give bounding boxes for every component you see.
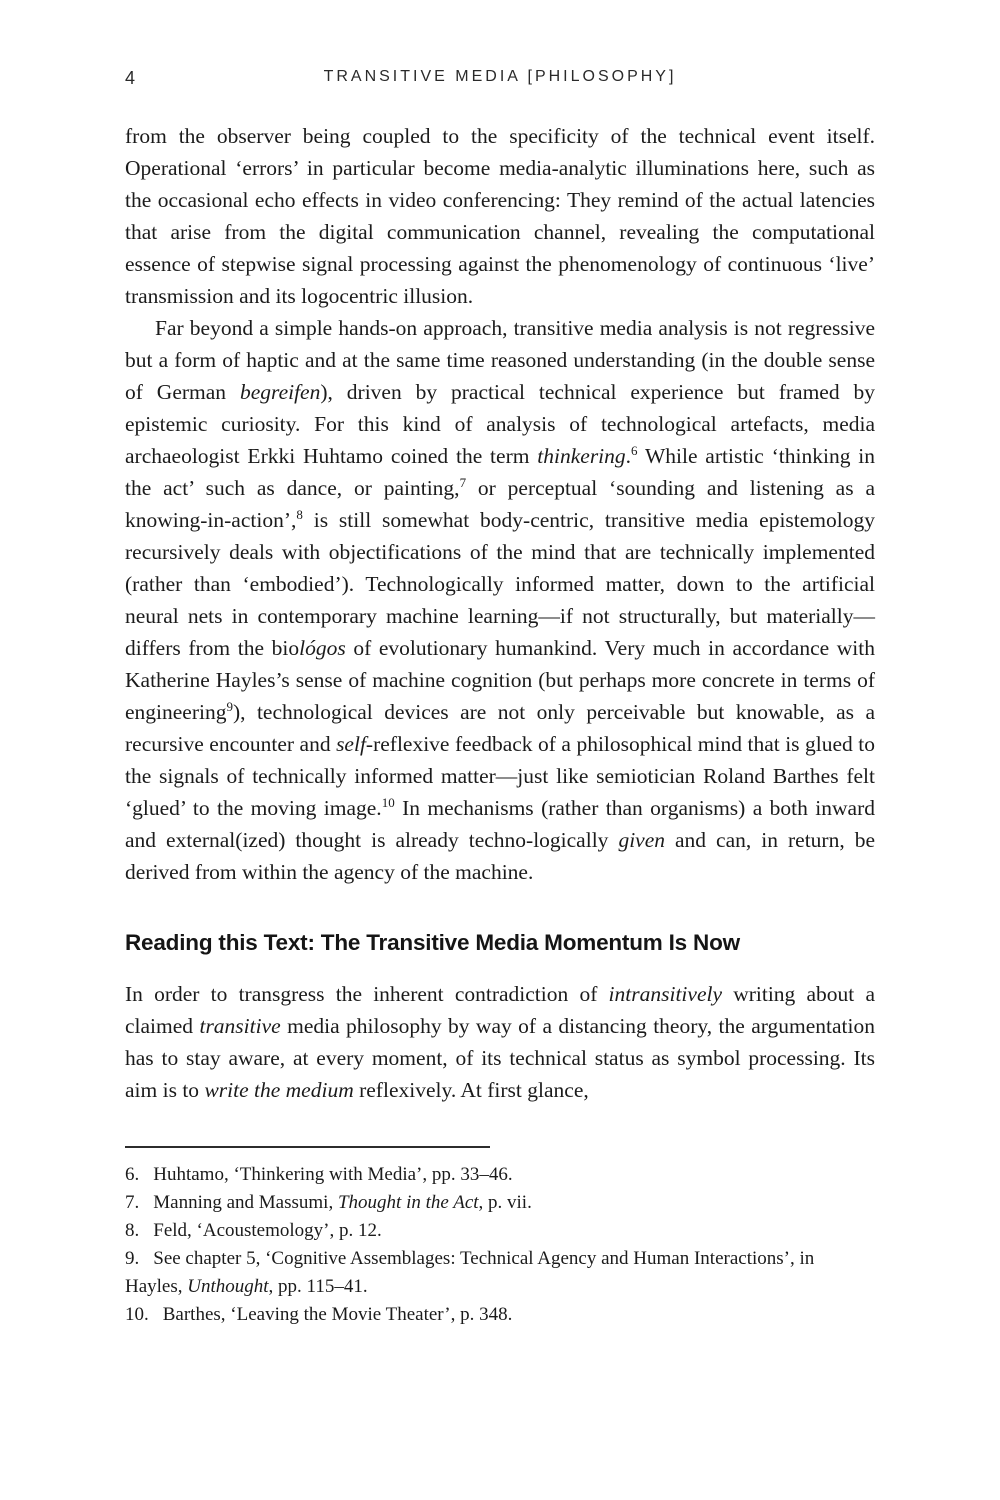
footnote-text: Manning and Massumi, Thought in the Act, p. vii.: [153, 1192, 532, 1213]
footnote-text: Barthes, ‘Leaving the Movie Theater’, p. 348.: [162, 1304, 513, 1325]
footnote-9: [125, 1245, 875, 1301]
footnote-number: 10.: [125, 1304, 149, 1325]
footnote-number: 8.: [125, 1220, 140, 1241]
footnote-number: 6.: [125, 1164, 140, 1185]
footnote-10: [125, 1301, 875, 1329]
running-head: TRANSITIVE MEDIA [PHILOSOPHY]: [323, 68, 677, 85]
footnote-text: Huhtamo, ‘Thinkering with Media’, pp. 33–46.: [153, 1164, 513, 1185]
footnote-number: 7.: [125, 1192, 140, 1213]
section-heading: Reading this Text: The Transitive Media Momentum Is Now: [125, 930, 740, 955]
body-paragraph-1: from the observer being coupled to the specificity of the technical event itself. Operational ‘errors’ in particular become media-analytic illuminations here, such as the occasional echo effects in video conferencing: They remind of the actual latencies that arise from the digital communication channel, revealing the computational essence of stepwise signal processing against the phenomenology of continuous ‘live’ transmission and its logocentric illusion.: [125, 124, 875, 308]
page-header: [125, 66, 875, 92]
footnotes: [125, 1146, 875, 1329]
body-paragraph-2: Far beyond a simple hands-on approach, transitive media analysis is not regressive but a form of haptic and at the same time reasoned understanding (in the double sense of German begreifen), driven by practical technical experience but framed by epistemic curiosity. For this kind of analysis of technological artefacts, media archaeologist Erkki Huhtamo coined the term thinkering.$^6$ While artistic ‘thinking in the act’ such as dance, or painting,$^7$ or perceptual ‘sounding and listening as a knowing-in-action’,$^8$ is still somewhat body-centric, transitive media epistemology recursively deals with objectifications of the mind that are technically implemented (rather than ‘embodied’). Technologically informed matter, down to the artificial neural nets in contemporary machine learning—if not structurally, but materially—differs from the biológos of evolutionary humankind. Very much in accordance with Katherine Hayles’s sense of machine cognition (but perhaps more concrete in terms of engineering$^9$), technological devices are not only perceivable but knowable, as a recursive encounter and self-reflexive feedback of a philosophical mind that is glued to the signals of technically informed matter—just like semiotician Roland Barthes felt ‘glued’ to the moving image.$^{10}$ In mechanisms (rather than organisms) a both inward and external(ized) thought is already techno-logically given and can, in return, be derived from within the agency of the machine.: [125, 316, 876, 884]
footnote-8: [125, 1217, 875, 1245]
page-number: 4: [125, 68, 137, 88]
footnote-6: [125, 1161, 875, 1189]
body-paragraph-3: In order to transgress the inherent contradiction of intransitively writing about a claimed transitive media philosophy by way of a distancing theory, the argumentation has to stay aware, at every moment, of its technical status as symbol processing. Its aim is to write the medium reflexively. At first glance,: [125, 982, 875, 1102]
footnote-7: [125, 1189, 875, 1217]
footnote-rule: [125, 1146, 490, 1148]
footnote-number: 9.: [125, 1248, 140, 1269]
page-body: [125, 120, 875, 1106]
footnote-text: See chapter 5, ‘Cognitive Assemblages: Technical Agency and Human Interactions’, in Hayles, Unthought, pp. 115–41.: [125, 1248, 815, 1297]
footnote-text: Feld, ‘Acoustemology’, p. 12.: [153, 1220, 382, 1241]
